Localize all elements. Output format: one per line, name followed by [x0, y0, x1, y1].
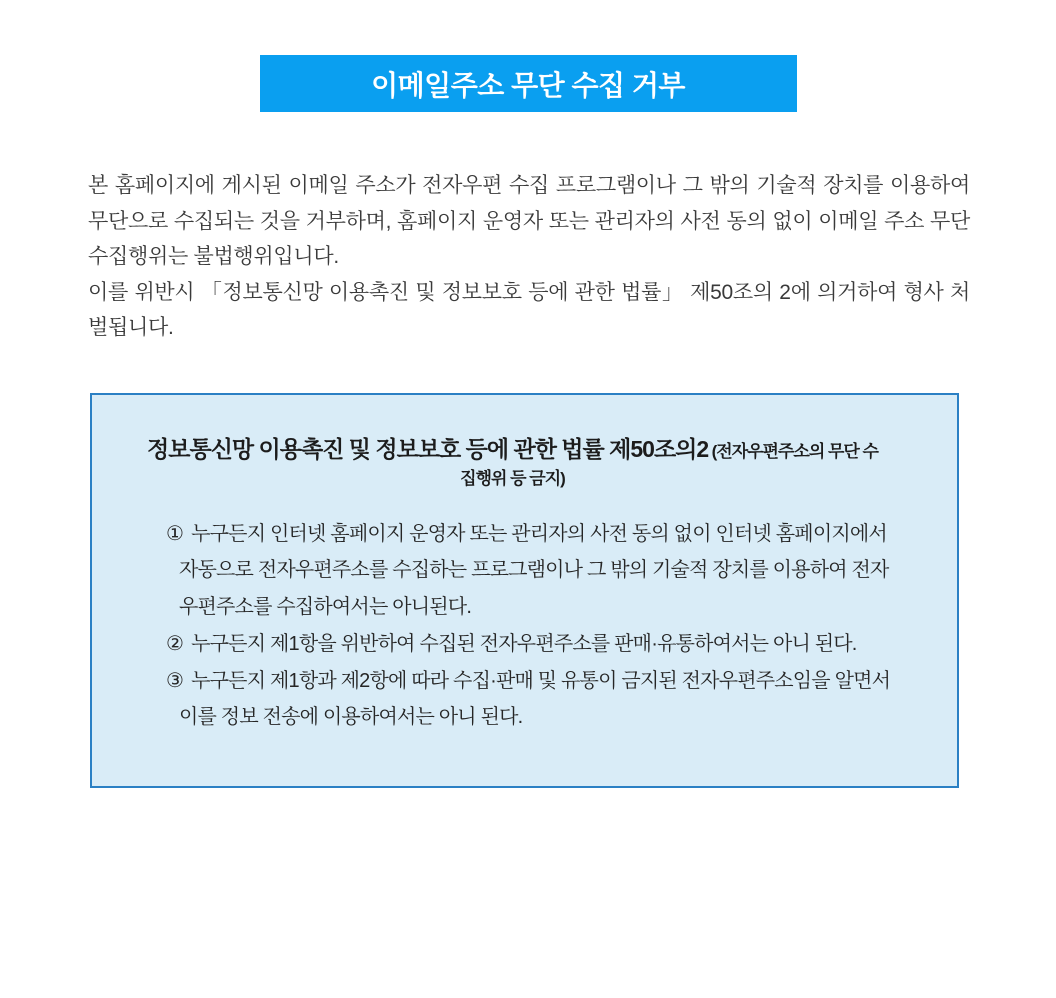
law-item-2: [166, 626, 907, 663]
law-box-title: [142, 431, 883, 489]
law-title-text: 정보통신망 이용촉진 및 정보보호 등에 관한 법률 제50조의2: [147, 435, 709, 462]
law-box: [90, 393, 959, 789]
page-title-banner: [260, 55, 797, 112]
law-item-3: [166, 663, 907, 737]
law-item-2-marker: ②: [166, 632, 184, 655]
intro-paragraph-2: 이를 위반시 「정보통신망 이용촉진 및 정보보호 등에 관한 법률」 제50조의 2에 의거하여 형사 처벌됩니다.: [88, 280, 970, 339]
law-item-1-marker: ①: [166, 522, 184, 545]
law-item-1-text: 누구든지 인터넷 홈페이지 운영자 또는 관리자의 사전 동의 없이 인터넷 홈페이지에서 자동으로 전자우편주소를 수집하는 프로그램이나 그 밖의 기술적 장치를 이용하여 전자우편주소를 수집하여서는 아니된다.: [179, 522, 889, 619]
law-title-note: (전자우편주소의 무단 수집행위 등 금지): [460, 441, 878, 488]
law-item-3-marker: ③: [166, 669, 184, 692]
law-item-1: [166, 516, 907, 626]
intro-text: [88, 168, 970, 346]
law-item-2-text: 누구든지 제1항을 위반하여 수집된 전자우편주소를 판매·유통하여서는 아니 된다.: [191, 632, 857, 655]
page-title: 이메일주소 무단 수집 거부: [371, 69, 685, 101]
intro-paragraph-1: 본 홈페이지에 게시된 이메일 주소가 전자우편 수집 프로그램이나 그 밖의 기술적 장치를 이용하여 무단으로 수집되는 것을 거부하며, 홈페이지 운영자 또는 관리자의 사전 동의 없이 이메일 주소 무단 수집행위는 불법행위입니다.: [88, 174, 970, 268]
law-item-3-text: 누구든지 제1항과 제2항에 따라 수집·판매 및 유통이 금지된 전자우편주소임을 알면서 이를 정보 전송에 이용하여서는 아니 된다.: [179, 669, 891, 729]
law-item-list: [166, 516, 907, 737]
